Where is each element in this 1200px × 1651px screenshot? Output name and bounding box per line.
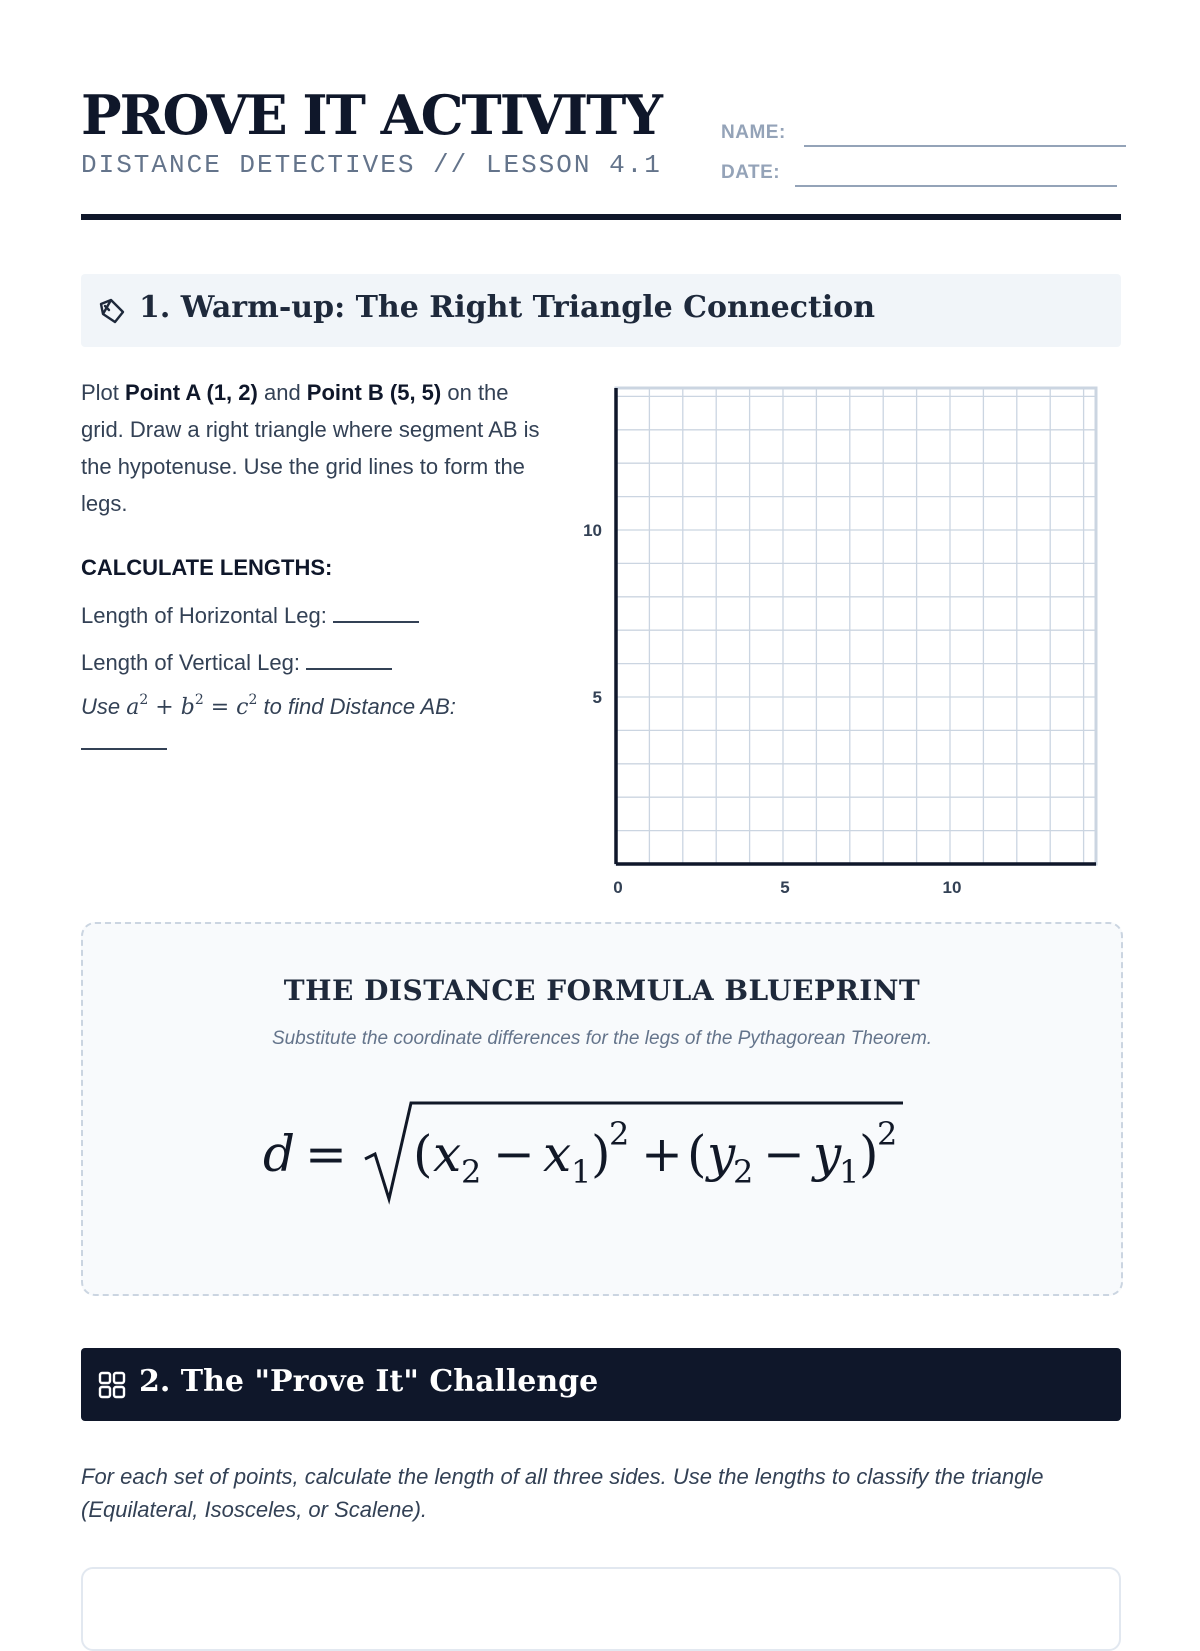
- svg-text:+: +: [641, 1125, 683, 1183]
- svg-text:(: (: [413, 1125, 433, 1183]
- name-label: NAME:: [721, 122, 786, 143]
- svg-text:d: d: [263, 1125, 296, 1183]
- blueprint-title: THE DISTANCE FORMULA BLUEPRINT: [283, 974, 921, 1007]
- section-2-header: [81, 1348, 1121, 1421]
- grid-icon: [97, 1370, 127, 1400]
- x-tick-label: 5: [780, 878, 790, 897]
- point-a: Point A (1, 2): [125, 380, 258, 405]
- svg-text:y: y: [707, 1125, 736, 1183]
- vertical-leg-answer[interactable]: [306, 648, 392, 670]
- section-1-title: 1. Warm-up: The Right Triangle Connection: [139, 290, 876, 325]
- svg-text:−: −: [763, 1125, 805, 1183]
- horizontal-leg-label: Length of Horizontal Leg:: [81, 603, 327, 628]
- svg-text:−: −: [493, 1125, 535, 1183]
- challenge-instructions: For each set of points, calculate the length of all three sides. Use the lengths to classify the triangle (Equilateral, Isosceles, or Scalene).: [81, 1464, 1044, 1522]
- svg-text:1: 1: [571, 1153, 592, 1191]
- calculate-lengths-heading: CALCULATE LENGTHS:: [81, 555, 333, 580]
- svg-text:): ): [859, 1125, 879, 1183]
- page-title: PROVE IT ACTIVITY: [81, 83, 661, 147]
- vertical-leg-label: Length of Vertical Leg:: [81, 650, 300, 675]
- svg-text:1: 1: [839, 1153, 860, 1191]
- y-tick-label: 10: [583, 521, 602, 540]
- section-1-header: [81, 274, 1121, 347]
- name-field[interactable]: [804, 145, 1126, 147]
- pencil-icon: [97, 296, 127, 326]
- svg-text:2: 2: [461, 1153, 482, 1191]
- svg-text:): ): [591, 1125, 611, 1183]
- coordinate-grid[interactable]: [583, 372, 1126, 902]
- date-label: DATE:: [721, 162, 781, 183]
- vertical-leg-row: [81, 648, 392, 676]
- grid-frame: [616, 388, 1096, 864]
- svg-text:x: x: [433, 1125, 462, 1183]
- distance-formula: [263, 1099, 943, 1209]
- distance-formula-blueprint: [81, 922, 1123, 1296]
- svg-text:(: (: [687, 1125, 707, 1183]
- point-b: Point B (5, 5): [306, 380, 442, 405]
- distance-ab-answer[interactable]: [81, 748, 167, 750]
- svg-text:2: 2: [877, 1115, 898, 1153]
- horizontal-leg-answer[interactable]: [333, 601, 419, 623]
- header-divider: [81, 214, 1121, 220]
- x-tick-label: 10: [942, 878, 962, 897]
- challenge-card: [81, 1567, 1121, 1651]
- warmup-instructions: Plot Point A (1, 2) and Point B (5, 5) on the grid. Draw a right triangle where segment AB is the hypotenuse. Use the grid lines to form the legs.: [81, 380, 540, 516]
- svg-text:=: =: [305, 1125, 347, 1183]
- svg-text:x: x: [543, 1125, 572, 1183]
- svg-text:y: y: [813, 1125, 842, 1183]
- date-field[interactable]: [795, 185, 1117, 187]
- blueprint-subtitle: Substitute the coordinate differences for the legs of the Pythagorean Theorem.: [271, 1028, 933, 1049]
- x-tick-label: 0: [613, 878, 623, 897]
- lesson-subtitle: DISTANCE DETECTIVES // LESSON 4.1: [81, 150, 662, 180]
- section-2-title: 2. The "Prove It" Challenge: [139, 1364, 599, 1399]
- horizontal-leg-row: [81, 601, 419, 629]
- svg-text:2: 2: [609, 1115, 630, 1153]
- worksheet-page: [81, 0, 1121, 1600]
- pythagorean-formula: $a^2 + b^2 = c^2$: [126, 692, 258, 720]
- pythagorean-line: Use $a^2 + b^2 = c^2$ to find Distance AB:: [81, 692, 456, 720]
- svg-text:2: 2: [733, 1153, 754, 1191]
- y-tick-label: 5: [592, 688, 602, 707]
